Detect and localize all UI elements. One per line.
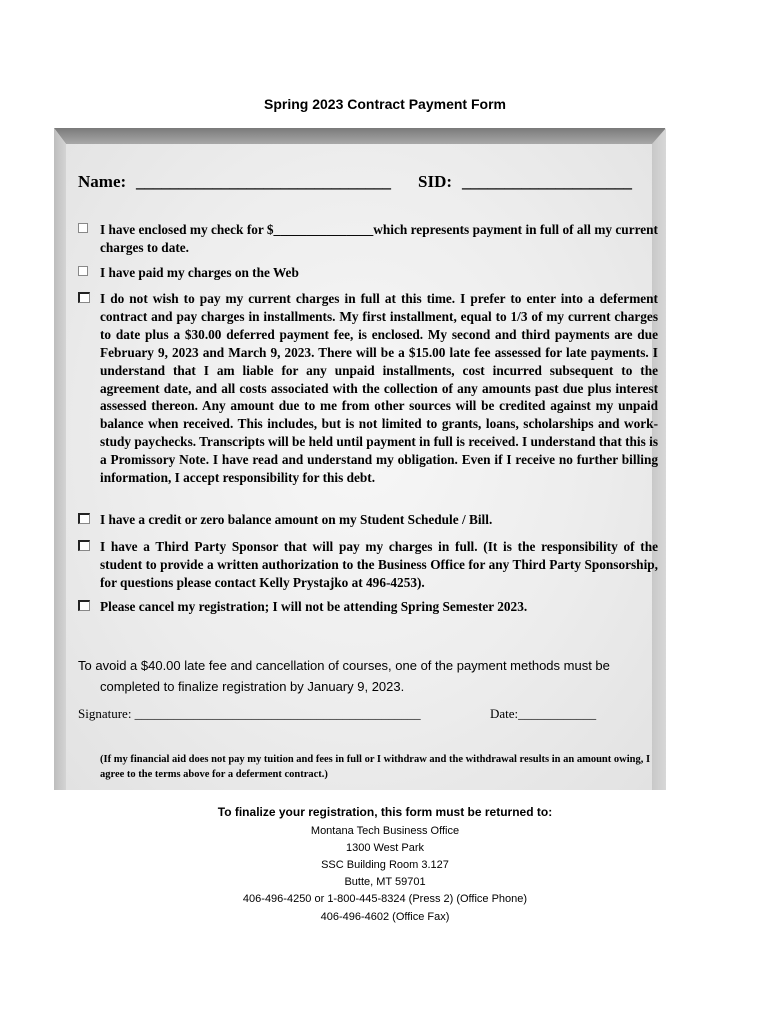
option-paid-web[interactable]: [78, 264, 658, 282]
option-deferment[interactable]: [78, 290, 658, 487]
option-label: I have a credit or zero balance amount on my Student Schedule / Bill.: [100, 512, 493, 527]
checkbox[interactable]: [78, 292, 90, 303]
office-phone: 406-496-4250 or 1-800-445-8324 (Press 2) (Office Phone): [242, 893, 528, 906]
late-fee-line-1: To avoid a $40.00 late fee and cancellation of courses, one of the payment methods must be: [78, 658, 610, 673]
date-field[interactable]: Date:____________: [490, 706, 597, 721]
name-field[interactable]: ______________________________: [136, 172, 391, 191]
option-label: I have paid my charges on the Web: [100, 265, 299, 280]
return-address-block: [0, 804, 770, 926]
option-label: I have a Third Party Sponsor that will pay my charges in full. (It is the responsibility of the student to provide a written authorization to the Business Office for any Third Party Sponsorship, for questions please contact Kelly Prystajko at 496-4253).: [100, 539, 658, 590]
street-address: 1300 West Park: [345, 842, 425, 855]
option-credit-zero-balance[interactable]: [78, 511, 658, 529]
name-label: Name:: [78, 172, 127, 191]
panel-bevel-left: [54, 128, 66, 790]
option-label: I have enclosed my check for $_______________which represents payment in full of all my current charges to date.: [100, 222, 658, 255]
checkbox[interactable]: [78, 266, 88, 276]
option-cancel-registration[interactable]: [78, 598, 658, 616]
panel-bevel-top: [54, 128, 665, 144]
option-check-enclosed[interactable]: [78, 221, 658, 257]
sid-label: SID:: [418, 172, 453, 191]
checkbox[interactable]: [78, 513, 90, 524]
office-fax: 406-496-4602 (Office Fax): [320, 910, 450, 923]
option-label: Please cancel my registration; I will not be attending Spring Semester 2023.: [100, 599, 528, 614]
financial-aid-note: (If my financial aid does not pay my tuition and fees in full or I withdraw and the withdrawal results in an amount owing, I agree to the terms above for a deferment contract.): [100, 754, 651, 780]
checkbox[interactable]: [78, 540, 90, 551]
late-fee-notice: [78, 655, 658, 697]
form-title: Spring 2023 Contract Payment Form: [264, 96, 506, 112]
late-fee-line-2: completed to finalize registration by January 9, 2023.: [100, 679, 405, 694]
city-state-zip: Butte, MT 59701: [344, 876, 426, 889]
checkbox[interactable]: [78, 223, 88, 233]
signature-field[interactable]: Signature: ____________________________________________: [78, 706, 421, 721]
building-room: SSC Building Room 3.127: [321, 859, 449, 872]
option-third-party-sponsor[interactable]: [78, 538, 658, 592]
sid-field[interactable]: ____________________: [462, 172, 632, 191]
office-name: Montana Tech Business Office: [310, 825, 460, 838]
return-heading: To finalize your registration, this form must be returned to:: [217, 805, 553, 819]
option-label: I do not wish to pay my current charges in full at this time. I prefer to enter into a deferment contract and pay charges in installments. My first installment, equal to 1/3 of my current charges to date plus a $30.00 deferred payment fee, is enclosed. My second and third payments are due February 9, 2023 and March 9, 2023. There will be a $15.00 late fee assessed for late payments. I understand that I am liable for any unpaid installments, cost incurred subsequent to the agreement date, and all costs associated with the collection of any amounts past due plus interest assessed thereon. Any amount due to me from other sources will be credited against my unpaid balance when received. This includes, but is not limited to grants, loans, scholarships and work-study paychecks. Transcripts will be held until payment in full is received. I understand that this is a Promissory Note. I have read and understand my obligation. Even if I receive no further billing information, I accept responsibility for this debt.: [100, 291, 658, 486]
checkbox[interactable]: [78, 600, 90, 611]
